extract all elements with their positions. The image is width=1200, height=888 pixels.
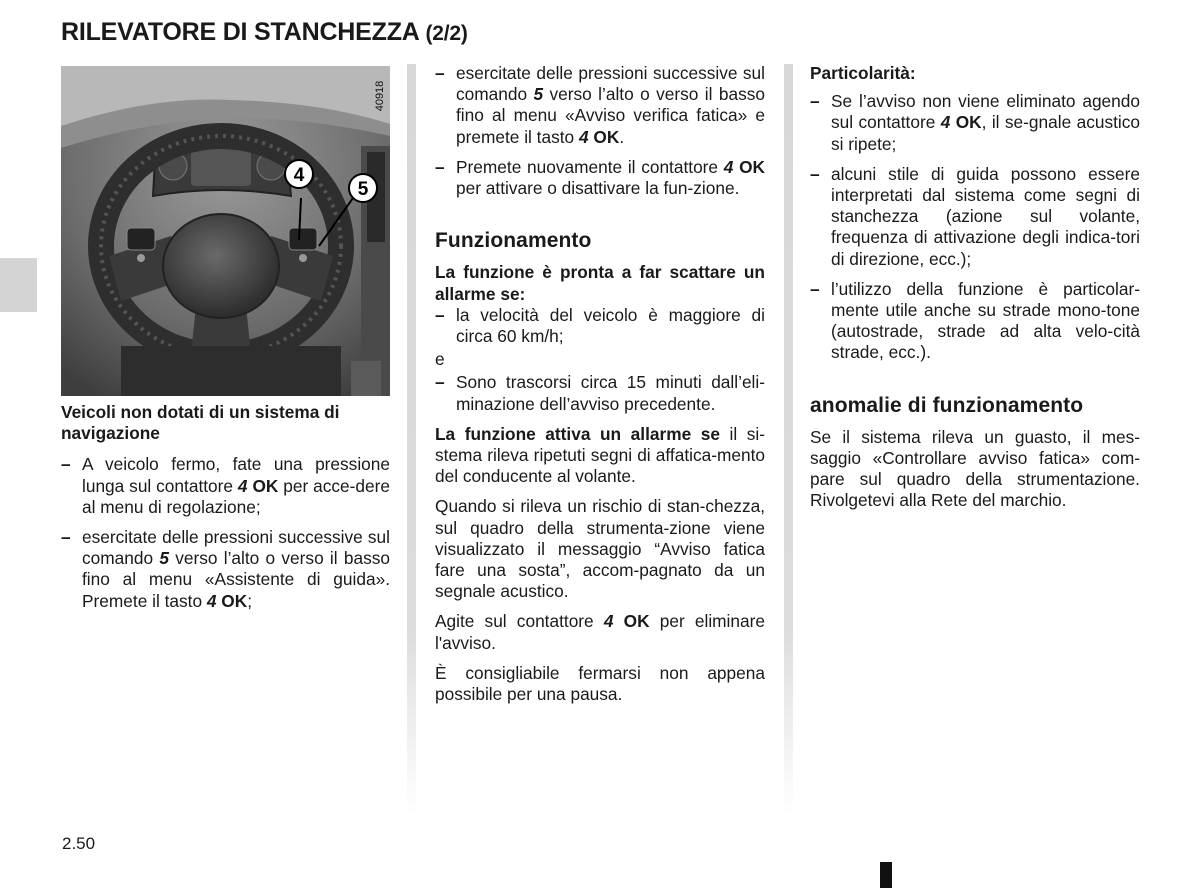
col3-item-1-text xyxy=(831,91,1140,153)
column-1 xyxy=(61,402,390,621)
col2-list-item xyxy=(435,63,765,148)
col1-heading: Veicoli non dotati di un sistema di navigazione xyxy=(61,402,340,444)
text-run xyxy=(613,611,623,631)
col1-item-1-text xyxy=(82,454,390,516)
column-divider-1 xyxy=(407,64,416,814)
text-run: OK xyxy=(739,156,765,177)
col3-list-item xyxy=(810,164,1140,270)
para-advice: È consigliabile fermarsi non appena possibile per una pausa. xyxy=(435,662,765,705)
text-run: Se l’avviso non viene eliminato agendo sul contattore xyxy=(831,91,1140,133)
text-run: 4 xyxy=(237,475,248,496)
para-active xyxy=(435,424,765,488)
connector-text: e xyxy=(435,349,445,370)
text-run: , il se-gnale acustico si ripete; xyxy=(831,112,1140,154)
dash: – xyxy=(61,454,71,475)
alarm-intro: La funzione è pronta a far scattare un allarme se: xyxy=(435,262,765,304)
text-run: OK xyxy=(593,126,620,147)
thumb-index-mark xyxy=(880,862,892,888)
text-run: 4 xyxy=(603,611,614,632)
para-act xyxy=(435,611,765,653)
para-active-bold: La funzione attiva un allarme se xyxy=(435,423,720,444)
col1-list-item xyxy=(61,454,390,518)
text-run: OK xyxy=(221,590,248,611)
dash: – xyxy=(435,304,445,325)
col2-list-item xyxy=(435,157,765,199)
col3-heading: Particolarità: xyxy=(810,63,916,83)
text-run: per attivare o disattivare la fun-zione. xyxy=(456,178,740,199)
col2-list-item xyxy=(435,305,765,347)
alarm-list-1 xyxy=(435,305,765,347)
section-heading-funzionamento: Funzionamento xyxy=(435,229,592,253)
alarm-item-2: Sono trascorsi circa 15 minuti dall’eli-minazione dell’avviso precedente. xyxy=(456,372,765,414)
dash: – xyxy=(435,372,445,393)
text-run: . xyxy=(619,126,625,147)
col3-list-item xyxy=(810,279,1140,364)
text-run: 4 xyxy=(206,590,217,611)
text-run: Premete nuovamente il contattore xyxy=(456,156,724,177)
dash: – xyxy=(810,91,820,112)
dash: – xyxy=(435,156,445,177)
col1-list xyxy=(61,454,390,611)
text-run: 5 xyxy=(159,548,169,569)
text-run: ; xyxy=(247,590,253,611)
text-run: 4 xyxy=(940,112,951,133)
col3-list-item xyxy=(810,91,1140,155)
text-run: esercitate delle pressioni successive sul comando xyxy=(456,63,765,105)
text-run: 4 xyxy=(723,156,734,177)
text-run: OK xyxy=(623,611,650,632)
page-number: 2.50 xyxy=(62,834,96,853)
text-run: esercitate delle pressioni successive sul comando xyxy=(82,527,390,569)
column-2 xyxy=(435,63,765,714)
dash: – xyxy=(810,278,820,299)
alarm-item-1: la velocità del veicolo è maggiore di circa 60 km/h; xyxy=(456,304,765,347)
text-run: A veicolo fermo, fate una pressione lunga sul contattore xyxy=(82,454,390,496)
col1-list-item xyxy=(61,527,390,612)
text-run: 5 xyxy=(533,84,544,105)
text-run: verso l’alto o verso il basso fino al menu «Assistente di guida». Premete il tasto xyxy=(82,548,390,611)
col3-item-2-text xyxy=(831,164,1140,269)
text-run: alcuni stile di guida possono essere interpretati dal sistema come segni di stanchezza (azione sul volante, frequenza di attivazione degli indica-tori di direzione, ecc.); xyxy=(831,163,1140,269)
page-title-main: RILEVATORE DI STANCHEZZA xyxy=(61,18,419,46)
col3-list xyxy=(810,91,1140,363)
section-heading-anomalie: anomalie di funzionamento xyxy=(810,393,1084,417)
text-run: Agite sul contattore xyxy=(435,611,604,632)
text-run: per acce-dere al menu di regolazione; xyxy=(82,475,390,517)
figure-code: 40918 xyxy=(374,80,386,112)
page-title-suffix: (2/2) xyxy=(425,22,468,45)
para-risk: Quando si rileva un rischio di stan-chezza, sul quadro della strumenta-zione viene visualizzato il messaggio “Avviso fatica fare una sosta”, accom-pagnato da un segnale acustico. xyxy=(435,496,765,602)
column-3 xyxy=(810,63,1140,521)
dash: – xyxy=(810,163,820,184)
callout-4: 4 xyxy=(293,165,305,186)
col2-list-item xyxy=(435,372,765,414)
para-active-rest: il si-stema rileva ripetuti segni di affatica-mento del conducente al volante. xyxy=(435,423,765,487)
text-run: OK xyxy=(955,112,982,133)
text-run: verso l’alto o verso il basso fino al menu «Avviso verifica fatica» e premete il tasto xyxy=(456,84,765,147)
dash: – xyxy=(61,527,71,548)
page-title xyxy=(61,18,468,47)
col2-item-2-text xyxy=(456,157,765,198)
callout-5: 5 xyxy=(357,179,369,200)
col2-top-list xyxy=(435,63,765,199)
col3-item-3-text xyxy=(831,279,1140,363)
col1-item-2-text xyxy=(82,527,390,611)
col2-item-1-text xyxy=(456,63,765,147)
text-run: per eliminare l'avviso. xyxy=(435,611,765,653)
dash: – xyxy=(435,63,445,83)
col3-para: Se il sistema rileva un guasto, il mes-saggio «Controllare avviso fatica» com-pare sul quadro della strumentazione. Rivolgetevi alla Rete del marchio. xyxy=(810,426,1140,511)
chapter-tab xyxy=(0,258,37,312)
text-run: 4 xyxy=(578,126,589,147)
text-run: l’utilizzo della funzione è particolar-mente utile anche su strade mono-tone (autostrade, strade ad alta velo-cità strade, ecc.). xyxy=(831,278,1140,363)
text-run: OK xyxy=(252,475,279,496)
alarm-list-2 xyxy=(435,372,765,414)
column-divider-2 xyxy=(784,64,793,814)
steering-wheel-illustration xyxy=(61,66,390,396)
